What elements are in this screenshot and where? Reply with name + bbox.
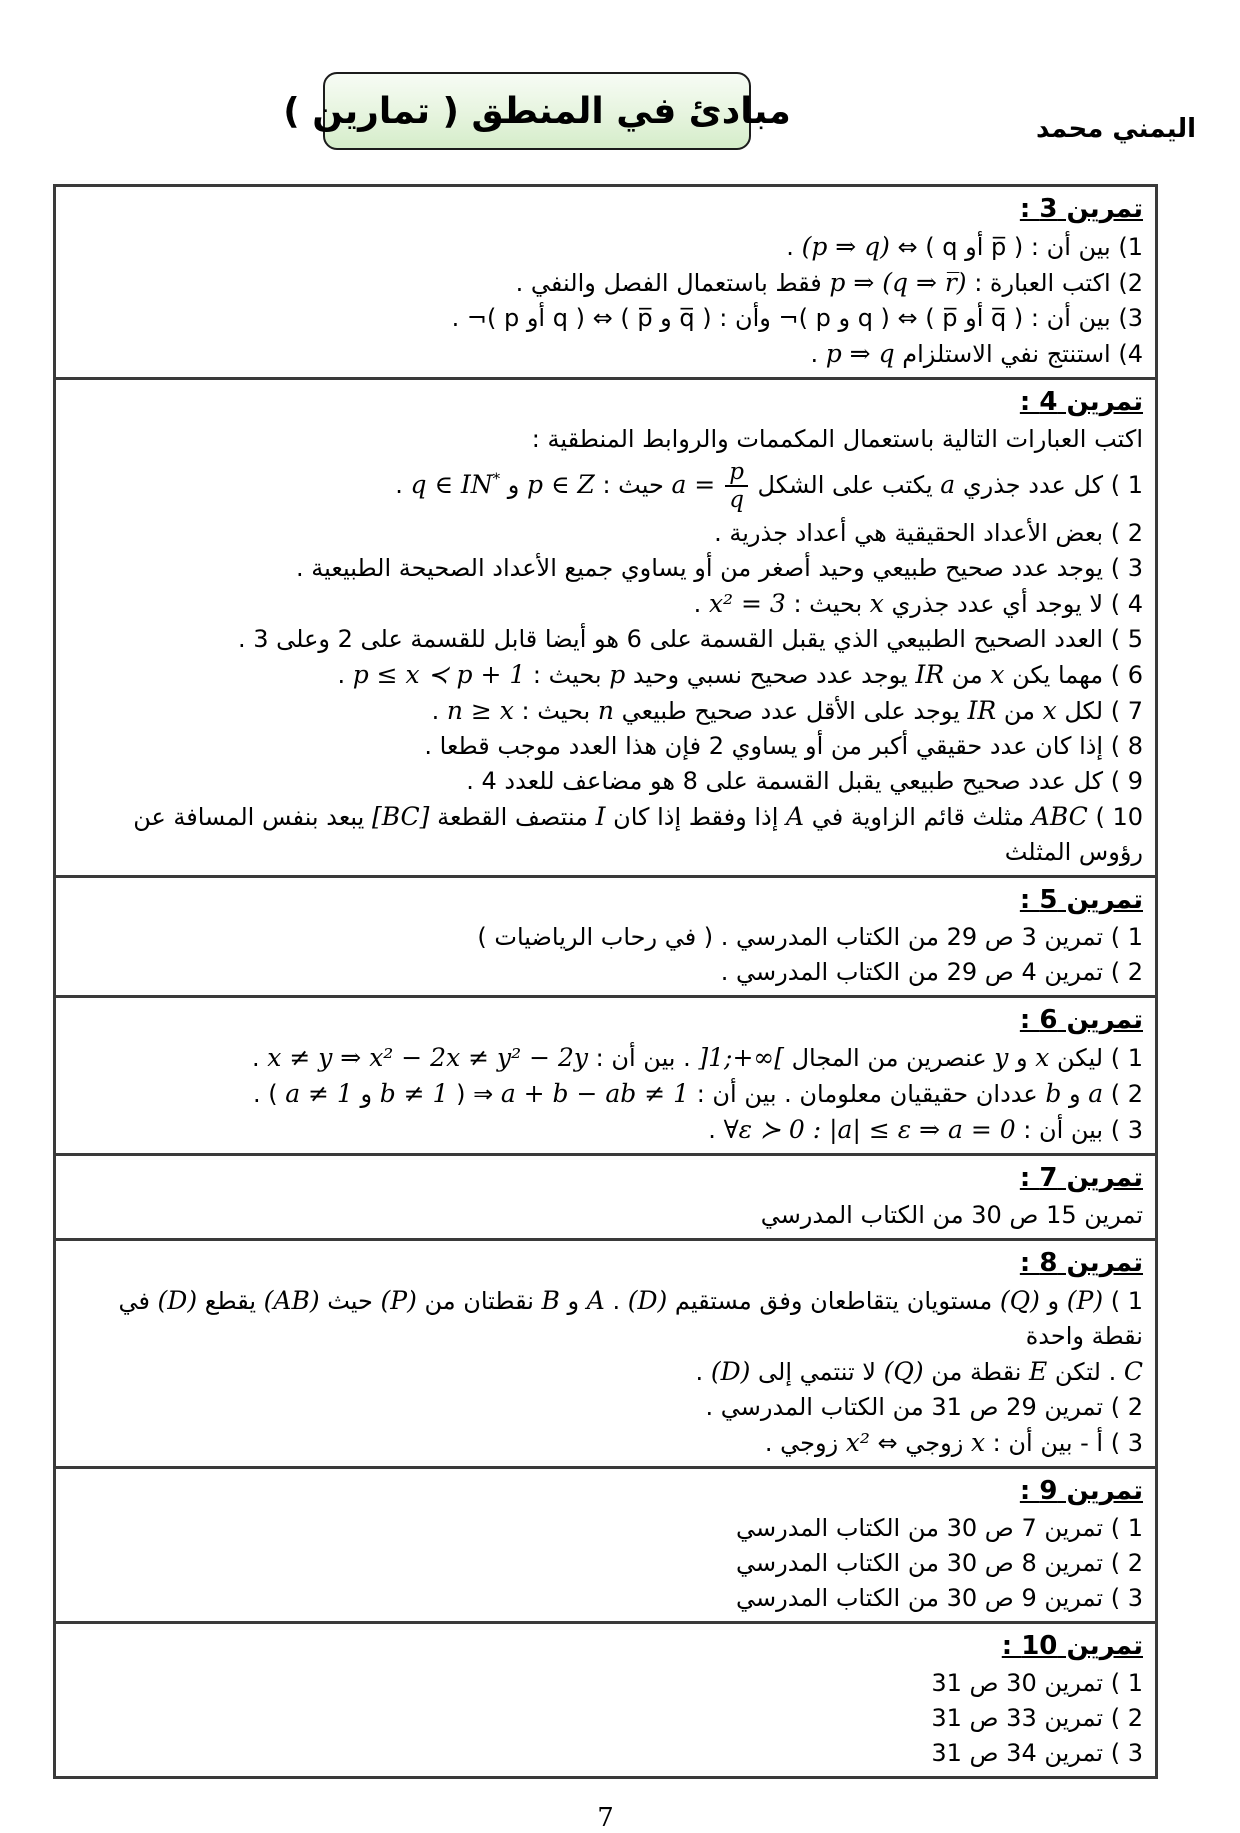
- exercise-line: [66, 1198, 1143, 1233]
- exercise-line: [66, 1546, 1143, 1581]
- math-expression: (P): [1066, 1285, 1104, 1315]
- exercise-section: [56, 1153, 1155, 1238]
- arabic-text: .: [431, 696, 447, 725]
- arabic-text: بحيث :: [525, 660, 610, 689]
- math-expression: a + b − ab ≠ 1: [500, 1078, 690, 1108]
- math-expression: b: [1045, 1078, 1062, 1108]
- exercise-line: [66, 1390, 1143, 1425]
- exercise-section: [56, 1238, 1155, 1466]
- arabic-text: زوجي .: [764, 1428, 846, 1457]
- math-expression: x² = 3: [708, 588, 786, 618]
- exercise-line: [66, 457, 1143, 516]
- exercise-line: [66, 764, 1143, 799]
- exercise-heading: تمرين 6 :: [1019, 1004, 1143, 1035]
- arabic-text: 3 ) بين أن :: [1015, 1115, 1143, 1144]
- math-expression: x: [869, 588, 884, 618]
- math-expression: [BC]: [371, 801, 430, 831]
- arabic-text: 5 ) العدد الصحيح الطبيعي الذي يقبل القسمة على 6 هو أيضا قابل للقسمة على 2 وعلى 3 .: [237, 624, 1143, 653]
- math-expression: a: [1088, 1078, 1104, 1108]
- exercise-heading: تمرين 8 :: [1019, 1247, 1143, 1278]
- arabic-text: إذا وفقط إذا كان: [605, 802, 787, 831]
- arabic-text: 2 ) تمرين 8 ص 30 من الكتاب المدرسي: [736, 1548, 1143, 1577]
- exercise-line: [66, 622, 1143, 657]
- arabic-text: 1 ) تمرين 30 ص 31: [931, 1668, 1143, 1697]
- math-expression: (D): [710, 1356, 751, 1386]
- arabic-text: 10 ): [1087, 802, 1143, 831]
- fraction: [725, 459, 748, 514]
- math-expression: (D): [157, 1285, 198, 1315]
- arabic-text: .: [252, 1043, 268, 1072]
- exercise-line: [66, 229, 1143, 265]
- arabic-text: ) .: [252, 1079, 286, 1108]
- math-expression: p ⇒ (q ⇒ r̅): [829, 268, 967, 297]
- page-title: مبادئ في المنطق ( تمارين ): [283, 90, 791, 132]
- arabic-text: تمرين 15 ص 30 من الكتاب المدرسي: [760, 1200, 1143, 1229]
- exercise-line: [66, 551, 1143, 586]
- arabic-text: 1) بين أن : ( p̅ أو q ) ⇔: [889, 233, 1143, 261]
- math-expression: A: [786, 801, 805, 831]
- arabic-text: 2 ) بعض الأعداد الحقيقية هي أعداد جذرية .: [714, 518, 1143, 547]
- arabic-text: 6 ) مهما يكن: [1004, 660, 1143, 689]
- arabic-text: 2 ) تمرين 4 ص 29 من الكتاب المدرسي .: [720, 957, 1143, 986]
- arabic-text: 1 ) تمرين 3 ص 29 من الكتاب المدرسي . ( في رحاب الرياضيات ): [477, 922, 1143, 951]
- math-expression: p: [609, 659, 626, 689]
- math-expression: (p ⇒ q): [801, 232, 890, 261]
- exercise-line: [66, 799, 1143, 870]
- arabic-text: منتصف القطعة: [429, 802, 596, 831]
- arabic-text: و: [1061, 1079, 1089, 1108]
- arabic-text: .: [695, 1357, 711, 1386]
- math-expression: IR: [915, 659, 945, 689]
- exercise-section: [56, 1466, 1155, 1621]
- exercise-line: [66, 955, 1143, 990]
- arabic-text: .: [810, 340, 826, 368]
- arabic-text: 2 ) تمرين 29 ص 31 من الكتاب المدرسي .: [705, 1392, 1143, 1421]
- arabic-text: يقطع: [197, 1286, 264, 1315]
- math-expression: x: [1042, 695, 1057, 725]
- exercises-table: [53, 184, 1158, 1779]
- math-expression: x: [1035, 1042, 1050, 1072]
- math-expression: y: [994, 1042, 1009, 1072]
- arabic-text: 2) اكتب العبارة :: [966, 269, 1143, 297]
- exercise-line: [66, 920, 1143, 955]
- math-expression: x: [970, 1427, 986, 1457]
- arabic-text: .: [786, 233, 802, 261]
- math-expression: n: [597, 695, 614, 725]
- exercise-line: [66, 729, 1143, 764]
- math-expression: I: [595, 801, 606, 831]
- arabic-text: يوجد عدد صحيح نسبي وحيد: [625, 660, 916, 689]
- exercise-line: [66, 1354, 1143, 1390]
- exercise-line: [66, 1666, 1143, 1701]
- arabic-text: 3 ) يوجد عدد صحيح طبيعي وحيد أصغر من أو يساوي جميع الأعداد الصحيحة الطبيعية .: [296, 553, 1143, 582]
- arabic-text: .: [337, 660, 353, 689]
- exercise-line: [66, 693, 1143, 729]
- arabic-text: مستويان يتقاطعان وفق مستقيم: [667, 1286, 1000, 1315]
- arabic-text: اكتب العبارات التالية باستعمال المكممات والروابط المنطقية :: [531, 425, 1143, 453]
- arabic-text: 4) استنتج نفي الاستلزام: [894, 340, 1143, 368]
- math-expression: x ≠ y ⇒ x² − 2x ≠ y² − 2y: [267, 1042, 589, 1072]
- arabic-text: 3) بين أن : ( q̅ أو p̅ ) ⇔ ( q و p )¬ وأن : ( q̅ و p̅ ) ⇔ ( q أو p )¬ .: [451, 304, 1143, 332]
- math-expression: x: [990, 659, 1005, 689]
- arabic-text: حيث :: [594, 470, 672, 499]
- arabic-text: عنصرين من المجال: [783, 1043, 995, 1072]
- exercise-section: [56, 875, 1155, 995]
- arabic-text: مثلث قائم الزاوية في: [804, 802, 1032, 831]
- exercise-line: [66, 1040, 1143, 1076]
- math-expression: p ⇒ q: [825, 339, 895, 368]
- math-expression: (Q): [999, 1285, 1040, 1315]
- exercise-line: [66, 1076, 1143, 1112]
- exercise-section: [56, 377, 1155, 875]
- arabic-text: من: [996, 696, 1043, 725]
- exercise-line: [66, 586, 1143, 622]
- fraction-denominator: q: [729, 487, 744, 514]
- math-expression: a: [940, 469, 956, 499]
- arabic-text: فقط باستعمال الفصل والنفي .: [515, 269, 830, 297]
- author-name: اليمني محمد: [1036, 114, 1196, 144]
- exercise-line: [66, 301, 1143, 336]
- arabic-text: . بين أن :: [588, 1043, 699, 1072]
- exercise-heading: تمرين 9 :: [1019, 1475, 1143, 1506]
- exercise-section: [56, 187, 1155, 377]
- arabic-text: عددان حقيقيان معلومان . بين أن :: [689, 1079, 1046, 1108]
- exercise-heading: تمرين 4 :: [1019, 387, 1143, 417]
- arabic-text: ⇒ (: [448, 1079, 501, 1108]
- math-expression: B: [541, 1285, 560, 1315]
- math-expression: ∀ε ≻ 0 : |a| ≤ ε ⇒ a = 0: [723, 1114, 1016, 1144]
- exercise-line: [66, 516, 1143, 551]
- arabic-text: 1 ) ليكن: [1049, 1043, 1143, 1072]
- exercise-line: [66, 1425, 1143, 1461]
- arabic-text: لا تنتمي إلى: [750, 1357, 884, 1386]
- exercise-line: [66, 1581, 1143, 1616]
- arabic-text: يوجد على الأقل عدد صحيح طبيعي: [613, 696, 968, 725]
- math-expression: p ∈ Z: [527, 469, 595, 499]
- math-expression: b ≠ 1: [379, 1078, 449, 1108]
- document-page: [0, 72, 1240, 1833]
- fraction-numerator: p: [725, 459, 748, 487]
- exercise-line: [66, 1112, 1143, 1148]
- arabic-text: 8 ) إذا كان عدد حقيقي أكبر من أو يساوي 2 فإن هذا العدد موجب قطعا .: [424, 731, 1143, 760]
- exercise-line: [66, 1511, 1143, 1546]
- exercise-line: [66, 422, 1143, 457]
- math-expression: n ≥ x: [446, 695, 514, 725]
- exercise-line: [66, 1283, 1143, 1354]
- arabic-text: 3 ) تمرين 9 ص 30 من الكتاب المدرسي: [736, 1583, 1143, 1612]
- math-expression: A: [586, 1285, 605, 1315]
- exercise-section: [56, 995, 1155, 1153]
- exercise-line: [66, 1736, 1143, 1771]
- exercise-section: [56, 1621, 1155, 1776]
- math-expression: (Q): [883, 1356, 924, 1386]
- arabic-text: و: [1008, 1043, 1036, 1072]
- math-expression: (D): [627, 1285, 668, 1315]
- math-expression: (P): [380, 1285, 417, 1315]
- superscript: *: [492, 469, 501, 488]
- arabic-text: في نقطة واحدة: [118, 1286, 1143, 1350]
- arabic-text: 1 ): [1103, 1286, 1143, 1315]
- math-expression: ABC: [1031, 801, 1088, 831]
- arabic-text: حيث: [319, 1286, 381, 1315]
- arabic-text: نقطتان من: [416, 1286, 542, 1315]
- math-expression: x²: [845, 1427, 870, 1457]
- arabic-text: و: [352, 1079, 380, 1108]
- math-expression: C: [1123, 1356, 1143, 1386]
- math-expression: a ≠ 1: [285, 1078, 353, 1108]
- arabic-text: يبعد بنفس المسافة عن رؤوس المثلث: [133, 802, 1143, 866]
- arabic-text: بحيث :: [513, 696, 598, 725]
- arabic-text: 3 ) تمرين 34 ص 31: [931, 1738, 1143, 1767]
- math-expression: ]1;+∞[: [698, 1042, 784, 1072]
- exercise-heading: تمرين 10 :: [1001, 1630, 1143, 1661]
- math-expression: (AB): [263, 1285, 320, 1315]
- arabic-text: .: [693, 589, 709, 618]
- arabic-text: من: [944, 660, 991, 689]
- arabic-text: 1 ) كل عدد جذري: [955, 470, 1143, 499]
- arabic-text: يكتب على الشكل: [749, 470, 941, 499]
- arabic-text: .: [604, 1286, 628, 1315]
- exercise-heading: تمرين 7 :: [1019, 1162, 1143, 1193]
- math-expression: IR: [967, 695, 997, 725]
- exercise-line: [66, 336, 1143, 372]
- arabic-text: 4 ) لا يوجد أي عدد جذري: [883, 589, 1143, 618]
- arabic-text: . لتكن: [1047, 1357, 1124, 1386]
- arabic-text: بحيث :: [785, 589, 870, 618]
- exercise-heading: تمرين 5 :: [1019, 884, 1143, 915]
- arabic-text: 1 ) تمرين 7 ص 30 من الكتاب المدرسي: [736, 1513, 1143, 1542]
- exercise-line: [66, 1701, 1143, 1736]
- arabic-text: 7 ) لكل: [1056, 696, 1143, 725]
- arabic-text: 2 ): [1103, 1079, 1143, 1108]
- math-expression: E: [1029, 1356, 1048, 1386]
- arabic-text: نقطة من: [923, 1357, 1030, 1386]
- arabic-text: 3 ) أ - بين أن :: [985, 1428, 1143, 1457]
- arabic-text: و: [1039, 1286, 1067, 1315]
- arabic-text: .: [708, 1115, 724, 1144]
- math-fraction: a = $\frac{p}{q}$: [671, 470, 749, 499]
- arabic-text: 9 ) كل عدد صحيح طبيعي يقبل القسمة على 8 هو مضاعف للعدد 4 .: [466, 766, 1143, 795]
- arabic-text: 2 ) تمرين 33 ص 31: [931, 1703, 1143, 1732]
- arabic-text: .: [395, 470, 411, 499]
- page-number: 7: [597, 1802, 614, 1833]
- exercise-line: [66, 657, 1143, 693]
- exercise-line: [66, 265, 1143, 301]
- title-banner: [283, 72, 791, 150]
- arabic-text: و: [559, 1286, 587, 1315]
- exercise-heading: تمرين 3 :: [1019, 194, 1143, 224]
- math-expression: q ∈ IN*: [410, 469, 501, 499]
- arabic-text: زوجي ⇔: [869, 1428, 971, 1457]
- math-expression: p ≤ x ≺ p + 1: [352, 659, 526, 689]
- arabic-text: و: [500, 470, 528, 499]
